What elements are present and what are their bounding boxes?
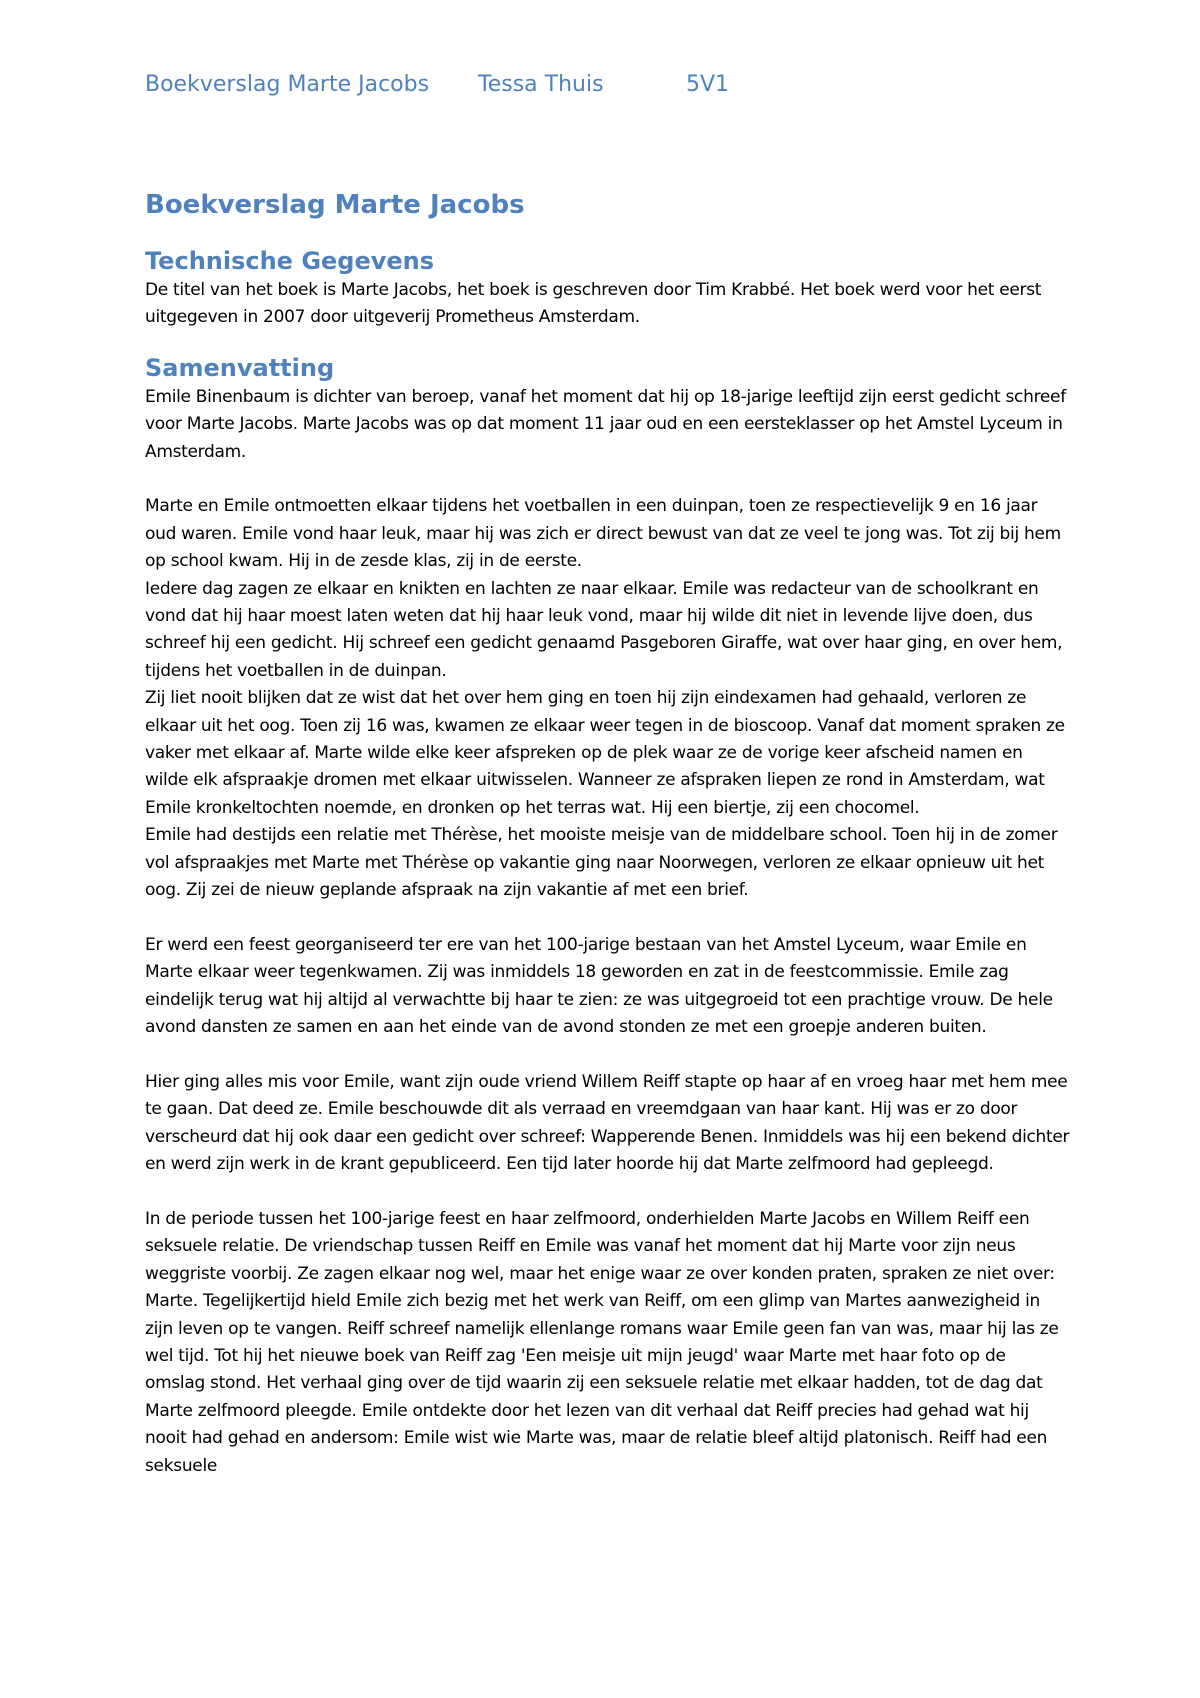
paragraph: Hier ging alles mis voor Emile, want zijn oude vriend Willem Reiff stapte op haar af en vroeg haar met hem mee te gaan. Dat deed ze. Emile beschouwde dit als verraad en vreemdgaan van haar kant. Hij was er zo door verscheurd dat hij ook daar een gedicht over schreef: Wapperende Benen. Inmiddels was hij een bekend dichter en werd zijn werk in de krant gepubliceerd. Een tijd later hoorde hij dat Marte zelfmoord had gepleegd. — [145, 1071, 1070, 1175]
section-heading-samenvatting: Samenvatting — [145, 353, 335, 382]
paragraph: Emile Binenbaum is dichter van beroep, vanaf het moment dat hij op 18-jarige leeftijd zijn eerst gedicht schreef voor Marte Jacobs. Marte Jacobs was op dat moment 11 jaar oud en een eersteklasser op het Amstel Lyceum in Amsterdam. — [145, 386, 1066, 462]
document-title: Boekverslag Marte Jacobs — [145, 190, 525, 220]
header-author: Tessa Thuis — [478, 72, 604, 97]
paragraph: Marte en Emile ontmoetten elkaar tijdens het voetballen in een duinpan, toen ze respectievelijk 9 en 16 jaar oud waren. Emile vond haar leuk, maar hij was zich er direct bewust van dat ze veel te jong was. Tot zij bij hem op school kwam. Hij in de zesde klas, zij in de eerste. — [145, 496, 1061, 572]
paragraph: De titel van het boek is Marte Jacobs, het boek is geschreven door Tim Krabbé. Het boek werd voor het eerst uitgegeven in 2007 door uitgeverij Prometheus Amsterdam. — [145, 280, 1042, 328]
header-title: Boekverslag Marte Jacobs — [145, 72, 430, 97]
spacer — [145, 1179, 1070, 1206]
spacer — [145, 1042, 1070, 1069]
paragraph: Iedere dag zagen ze elkaar en knikten en lachten ze naar elkaar. Emile was redacteur van de schoolkrant en vond dat hij haar moest laten weten dat hij haar leuk vond, maar hij wilde dit niet in levende lijve doen, dus schreef hij een gedicht. Hij schreef een gedicht genaamd Pasgeboren Giraffe, wat over haar ging, en over hem, tijdens het voetballen in de duinpan. — [145, 578, 1063, 681]
spacer — [145, 332, 1070, 352]
spacer — [145, 905, 1070, 932]
document-body — [145, 245, 1070, 1480]
paragraph: Er werd een feest georganiseerd ter ere van het 100-jarige bestaan van het Amstel Lyceum, waar Emile en Marte elkaar weer tegenkwamen. Zij was inmiddels 18 geworden en zat in de feestcommissie. Emile zag eindelijk terug wat hij altijd al verwachtte bij haar te zien: ze was uitgegroeid tot een prachtige vrouw. De hele avond dansten ze samen en aan het einde van de avond stonden ze met een groepje anderen buiten. — [145, 934, 1053, 1038]
section-heading-technische-gegevens: Technische Gegevens — [145, 247, 435, 275]
spacer — [145, 466, 1070, 493]
paragraph: Emile had destijds een relatie met Thérèse, het mooiste meisje van de middelbare school. Toen hij in de zomer vol afspraakjes met Marte met Thérèse op vakantie ging naar Noorwegen, verloren ze elkaar opnieuw uit het oog. Zij zei de nieuw geplande afspraak na zijn vakantie af met een brief. — [145, 825, 1058, 901]
paragraph: Zij liet nooit blijken dat ze wist dat het over hem ging en toen hij zijn eindexamen had gehaald, verloren ze elkaar uit het oog. Toen zij 16 was, kwamen ze elkaar weer tegen in de bioscoop. Vanaf dat moment spraken ze vaker met elkaar af. Marte wilde elke keer afspreken op de plek waar ze de vorige keer afscheid namen en wilde elk afspraakje dromen met elkaar uitwisselen. Wanneer ze afspraken liepen ze rond in Amsterdam, wat Emile kronkeltochten noemde, en dronken op het terras wat. Hij een biertje, zij een chocomel. — [145, 688, 1065, 818]
paragraph: In de periode tussen het 100-jarige feest en haar zelfmoord, onderhielden Marte Jacobs en Willem Reiff een seksuele relatie. De vriendschap tussen Reiff en Emile was vanaf het moment dat hij Marte voor zijn neus weggriste voorbij. Ze zagen elkaar nog wel, maar het enige waar ze over konden praten, spraken ze niet over: Marte. Tegelijkertijd hield Emile zich bezig met het werk van Reiff, om een glimp van Martes aanwezigheid in zijn leven op te vangen. Reiff schreef namelijk ellenlange romans waar Emile geen fan van was, maar hij las ze wel tijd. Tot hij het nieuwe boek van Reiff zag 'Een meisje uit mijn jeugd' waar Marte met haar foto op de omslag stond. Het verhaal ging over de tijd waarin zij een seksuele relatie met elkaar hadden, tot de dag dat Marte zelfmoord pleegde. Emile ontdekte door het lezen van dit verhaal dat Reiff precies had gehad wat hij nooit had gehad en andersom: Emile wist wie Marte was, maar de relatie bleef altijd platonisch. Reiff had een seksuele — [145, 1208, 1059, 1476]
header-class: 5V1 — [686, 72, 730, 97]
